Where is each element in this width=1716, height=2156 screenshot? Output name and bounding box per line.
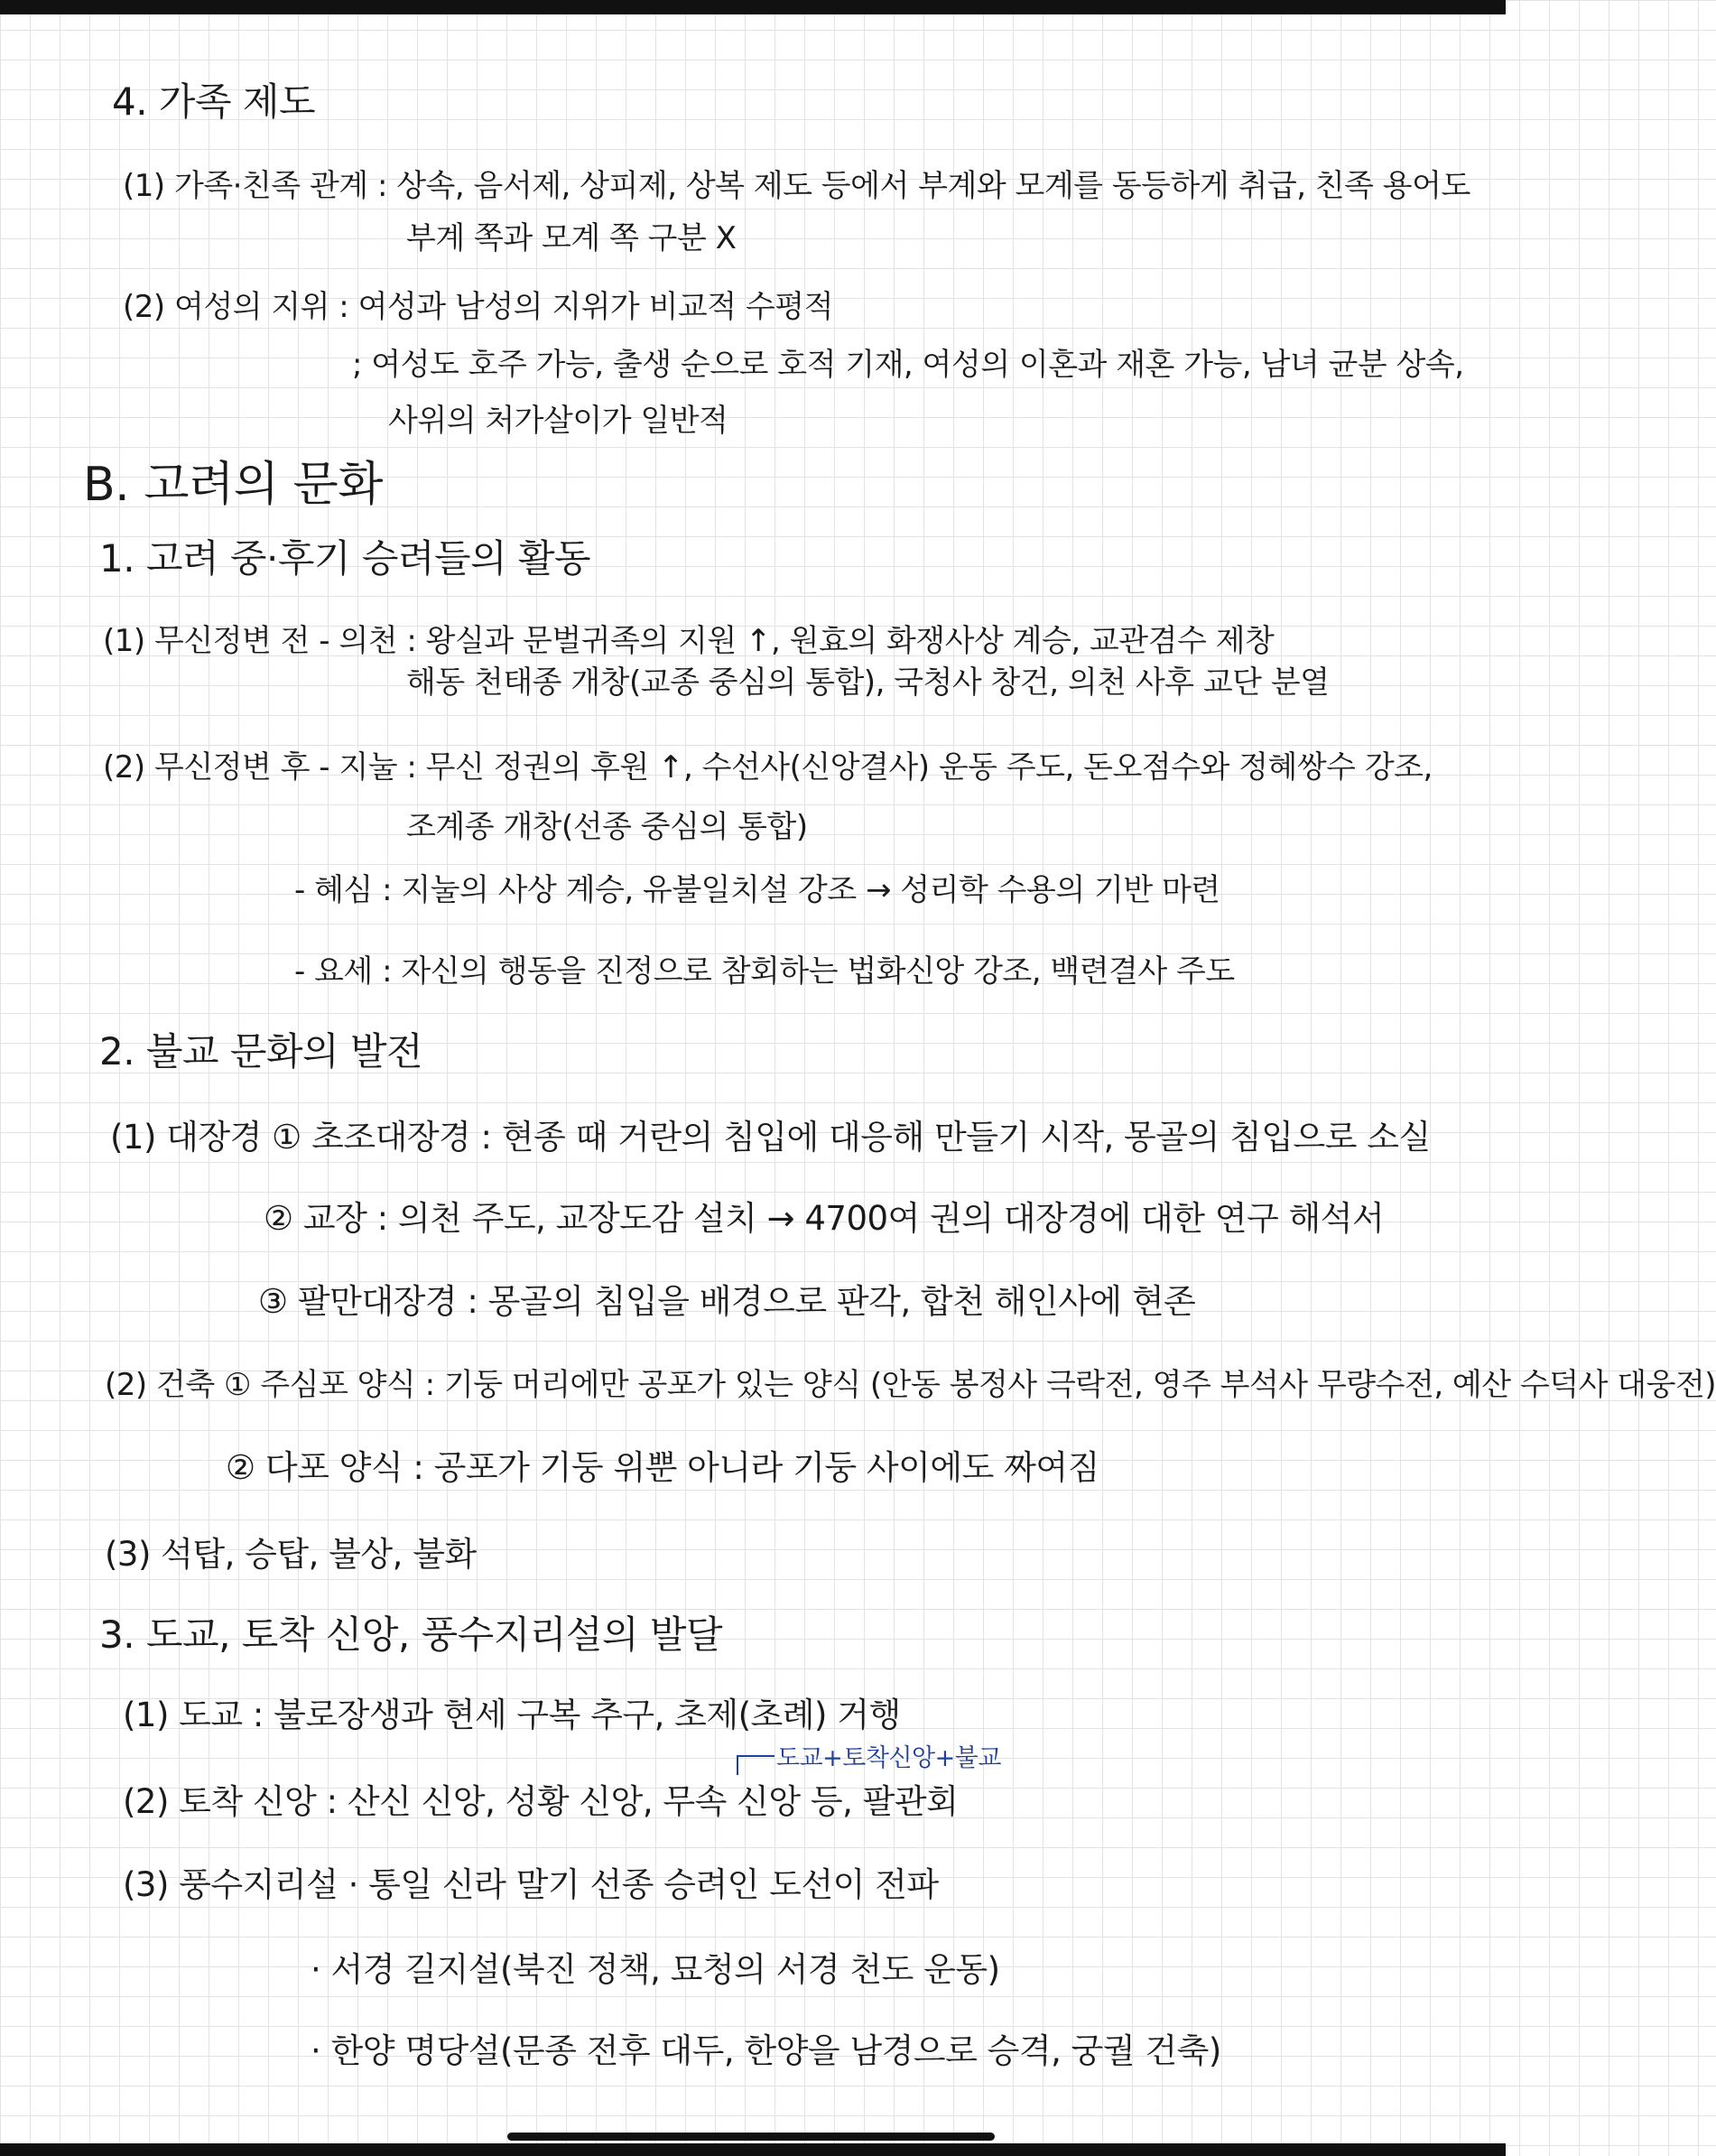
section-heading-buddhist-culture: 2. 불교 문화의 발전 [99, 1029, 423, 1073]
chapter-heading-goryeo-culture: B. 고려의 문화 [83, 458, 383, 512]
note-line: (1) 도교 : 불로장생과 현세 구복 추구, 초제(초례) 거행 [123, 1696, 901, 1734]
bottom-bar [0, 2143, 1506, 2156]
note-line: (3) 석탑, 승탑, 불상, 불화 [105, 1535, 477, 1574]
note-line: (2) 토착 신앙 : 산신 신앙, 성황 신앙, 무속 신앙 등, 팔관회 [123, 1782, 959, 1821]
note-line: ② 다포 양식 : 공포가 기둥 위뿐 아니라 기둥 사이에도 짜여짐 [226, 1448, 1099, 1487]
note-line: ② 교장 : 의천 주도, 교장도감 설치 → 4700여 권의 대장경에 대한 연구 해석서 [264, 1199, 1385, 1238]
note-line: ; 여성도 호주 가능, 출생 순으로 호적 기재, 여성의 이혼과 재혼 가능, 남녀 균분 상속, [352, 347, 1464, 383]
section-heading-monks: 1. 고려 중·후기 승려들의 활동 [99, 536, 591, 581]
note-line: 사위의 처가살이가 일반적 [388, 403, 728, 439]
note-line: · 서경 길지설(북진 정책, 묘청의 서경 천도 운동) [311, 1950, 1000, 1989]
note-line: ③ 팔만대장경 : 몽골의 침입을 배경으로 판각, 합천 해인사에 현존 [258, 1282, 1196, 1321]
note-line: (2) 건축 ① 주심포 양식 : 기둥 머리에만 공포가 있는 양식 (안동 봉정사 극락전, 영주 부석사 무량수전, 예산 수덕사 대웅전) [105, 1367, 1716, 1403]
note-line: (2) 여성의 지위 : 여성과 남성의 지위가 비교적 수평적 [123, 289, 833, 325]
note-line: (1) 무신정변 전 - 의천 : 왕실과 문벌귀족의 지원 ↑, 원효의 화쟁사상 계승, 교관겸수 제창 [103, 623, 1275, 659]
note-line: 부계 쪽과 모계 쪽 구분 X [406, 220, 737, 256]
note-line: (1) 가족·친족 관계 : 상속, 음서제, 상피제, 상복 제도 등에서 부계와 모계를 동등하게 취급, 친족 용어도 [123, 168, 1470, 204]
section-heading-taoism-feng-shui: 3. 도교, 토착 신앙, 풍수지리설의 발달 [99, 1612, 723, 1657]
note-line: - 요세 : 자신의 행동을 진정으로 참회하는 법화신앙 강조, 백련결사 주도 [294, 953, 1235, 990]
top-status-bar [0, 0, 1506, 14]
section-heading-family-system: 4. 가족 제도 [112, 79, 316, 124]
home-indicator[interactable] [507, 2133, 995, 2141]
note-line: - 혜심 : 지눌의 사상 계승, 유불일치설 강조 → 성리학 수용의 기반 마련 [294, 872, 1220, 908]
note-line: · 한양 명당설(문종 전후 대두, 한양을 남경으로 승격, 궁궐 건축) [311, 2031, 1221, 2070]
note-line: 조계종 개창(선종 중심의 통합) [406, 809, 808, 845]
note-line: (2) 무신정변 후 - 지눌 : 무신 정권의 후원 ↑, 수선사(신앙결사) 운동 주도, 돈오점수와 정혜쌍수 강조, [103, 749, 1433, 785]
note-line: (3) 풍수지리설 · 통일 신라 말기 선종 승려인 도선이 전파 [123, 1865, 939, 1904]
note-line: 해동 천태종 개창(교종 중심의 통합), 국청사 창건, 의천 사후 교단 분열 [406, 664, 1330, 701]
annotation-bracket [737, 1755, 775, 1775]
handwritten-annotation: 도교+토착신앙+불교 [776, 1744, 1001, 1772]
note-line: (1) 대장경 ① 초조대장경 : 현종 때 거란의 침입에 대응해 만들기 시작, 몽골의 침입으로 소실 [110, 1118, 1431, 1157]
